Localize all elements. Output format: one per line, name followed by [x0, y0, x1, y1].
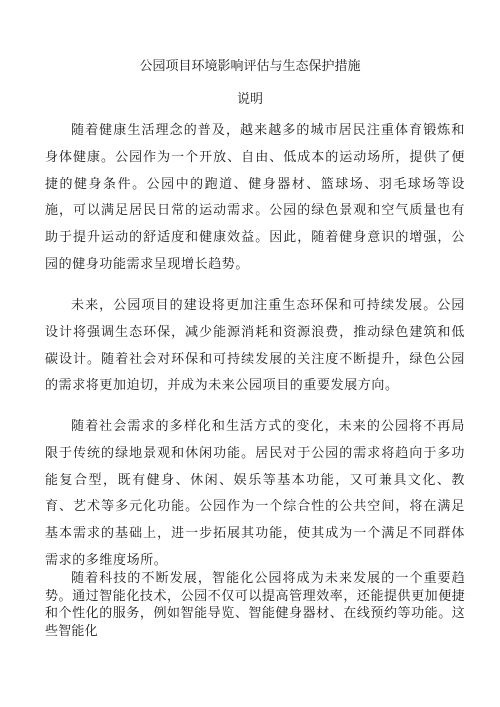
- paragraph-1: 随着健康生活理念的普及，越来越多的城市居民注重体育锻炼和身体健康。公园作为一个开放、自由、低成本的运动场所，提供了便捷的健身条件。公园中的跑道、健身器材、篮球场、羽毛球场等设施，可以满足居民日常的运动需求。公园的绿色景观和空气质量也有助于提升运动的舒适度和健康效益。因此，随着健身意识的增强，公园的健身功能需求呈现增长趋势。: [45, 123, 465, 272]
- paragraph-4: 随着科技的不断发展，智能化公园将成为未来发展的一个重要趋势。通过智能化技术，公园不仅可以提高管理效率，还能提供更加便捷和个性化的服务，例如智能导览、智能健身器材、在线预约等功能。这些智能化: [45, 571, 465, 639]
- paragraph-3: 随着社会需求的多样化和生活方式的变化，未来的公园将不再局限于传统的绿地景观和休闲功能。居民对于公园的需求将趋向于多功能复合型，既有健身、休闲、娱乐等基本功能，又可兼具文化、教育、艺术等多元化功能。公园作为一个综合性的公共空间，将在满足基本需求的基础上，进一步拓展其功能，使其成为一个满足不同群体需求的多维度场所。: [45, 419, 465, 568]
- document-subtitle: 说明: [236, 92, 263, 107]
- document-title: 公园项目环境影响评估与生态保护措施: [139, 59, 361, 74]
- paragraph-2: 未来，公园项目的建设将更加注重生态环保和可持续发展。公园设计将强调生态环保，减少能源消耗和资源浪费，推动绿色建筑和低碳设计。随着社会对环保和可持续发展的关注度不断提升，绿色公园的需求将更加迫切，并成为未来公园项目的重要发展方向。: [45, 298, 465, 394]
